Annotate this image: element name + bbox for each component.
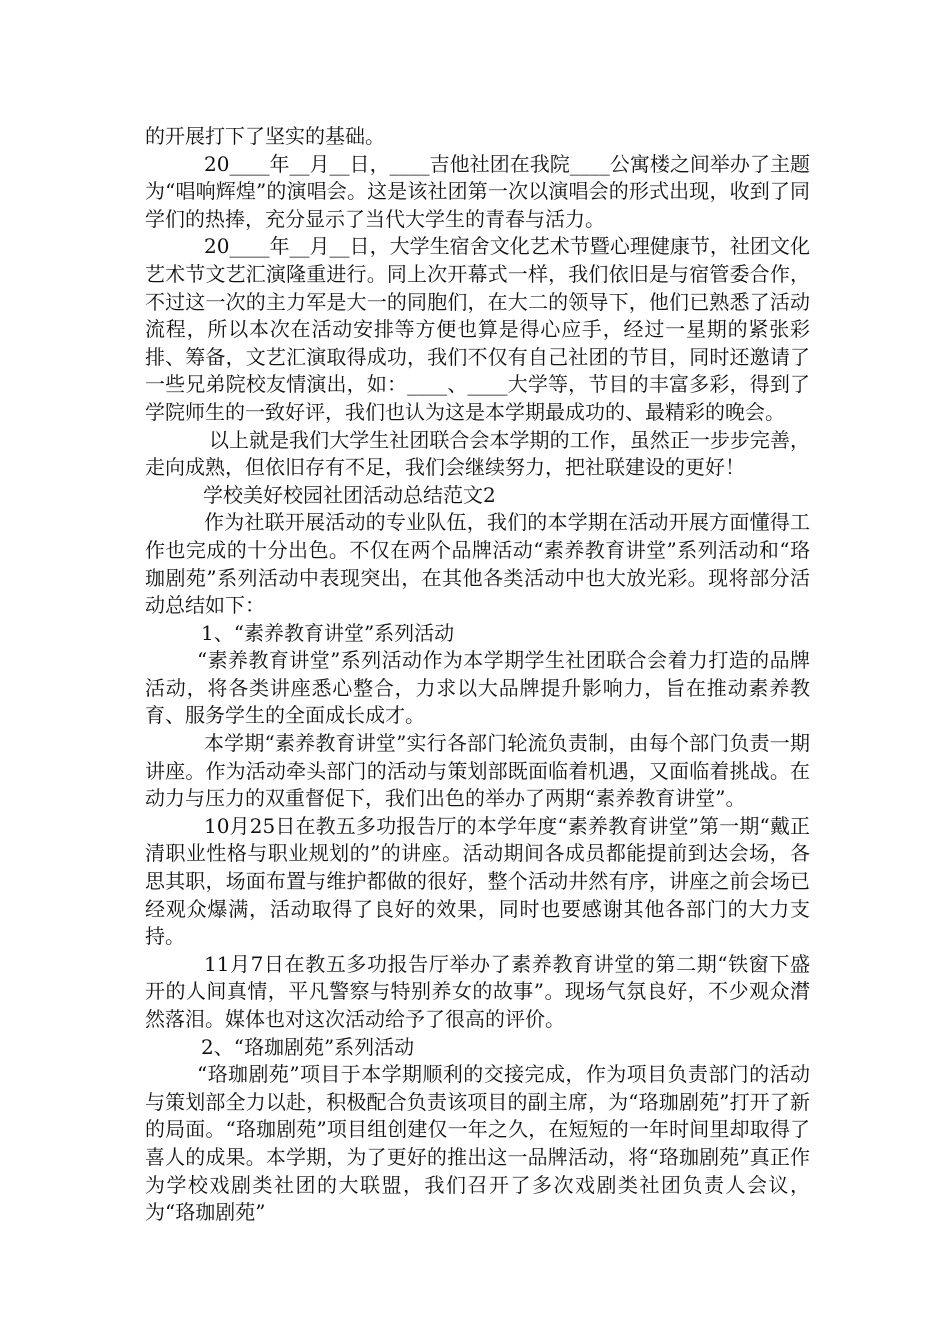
paragraph-luojia-theatre: “珞珈剧苑”项目于本学期顺利的交接完成，作为项目负责部门的活动与策划部全力以赴，积极配合负责该项目的副主席，为“珞珈剧苑”打开了新的局面。“珞珈剧苑”项目组创建仅一年之久，在短短的一年时间里却取得了喜人的成果。本学期，为了更好的推出这一品牌活动，将“珞珈剧苑”真正作为学校戏剧类社团的大联盟，我们召开了多次戏剧类社团负责人会议，为“珞珈剧苑”	[145, 1062, 810, 1225]
paragraph-continuation: 的开展打下了坚实的基础。	[145, 124, 385, 148]
paragraph-lecture-rotation: 本学期“素养教育讲堂”实行各部门轮流负责制，由每个部门负责一期讲座。作为活动牵头部门的活动与策划部既面临着机遇，又面临着挑战。在动力与压力的双重督促下，我们出色的举办了两期“素养教育讲堂”。	[145, 731, 810, 811]
heading-luojia-theatre: 2、“珞珈剧苑”系列活动	[201, 1034, 415, 1059]
paragraph-art-festival: 20____年__月__日，大学生宿舍文化艺术节暨心理健康节，社团文化艺术节文艺汇演隆重进行。同上次开幕式一样，我们依旧是与宿管委合作，不过这一次的主力军是大一的同胞们，在大二的领导下，他们已熟悉了活动流程，所以本次在活动安排等方便也算是得心应手，经过一星期的紧张彩排、筹备，文艺汇演取得成功，我们不仅有自己社团的节目，同时还邀请了一些兄弟院校友情演出，如：____、____大学等，节目的丰富多彩，得到了学院师生的一致好评，我们也认为这是本学期最成功的、最精彩的晚会。	[145, 234, 810, 424]
section-title-sample-2: 学校美好校园社团活动总结范文2	[203, 482, 496, 507]
paragraph-lecture-second: 11月7日在教五多功报告厅举办了素养教育讲堂的第二期“铁窗下盛开的人间真情，平凡警察与特别养女的故事”。现场气氛良好，不少观众潸然落泪。媒体也对这次活动给予了很高的评价。	[145, 951, 810, 1031]
paragraph-lecture-brand: “素养教育讲堂”系列活动作为本学期学生社团联合会着力打造的品牌活动，将各类讲座悉心整合，力求以大品牌提升影响力，旨在推动素养教育、服务学生的全面成长成才。	[145, 648, 810, 728]
paragraph-conclusion: 以上就是我们大学生社团联合会本学期的工作，虽然正一步步完善，走向成熟，但依旧存有不足，我们会继续努力，把社联建设的更好！	[145, 427, 810, 480]
document-body	[145, 123, 810, 1227]
paragraph-intro: 作为社联开展活动的专业队伍，我们的本学期在活动开展方面懂得工作也完成的十分出色。不仅在两个品牌活动“素养教育讲堂”系列活动和“珞珈剧苑”系列活动中表现突出，在其他各类活动中也大放光彩。现将部分活动总结如下：	[145, 510, 810, 618]
paragraph-guitar-concert: 20____年__月__日，____吉他社团在我院____公寓楼之间举办了主题为“唱响辉煌”的演唱会。这是该社团第一次以演唱会的形式出现，收到了同学们的热捧，充分显示了当代大学生的青春与活力。	[145, 151, 810, 231]
paragraph-lecture-first: 10月25日在教五多功报告厅的本学年度“素养教育讲堂”第一期“戴正清职业性格与职业规划的”的讲座。活动期间各成员都能提前到达会场，各思其职，场面布置与维护都做的很好，整个活动井然有序，讲座之前会场已经观众爆满，活动取得了良好的效果，同时也要感谢其他各部门的大力支持。	[145, 813, 810, 949]
heading-literacy-lecture: 1、“素养教育讲堂”系列活动	[201, 620, 455, 645]
